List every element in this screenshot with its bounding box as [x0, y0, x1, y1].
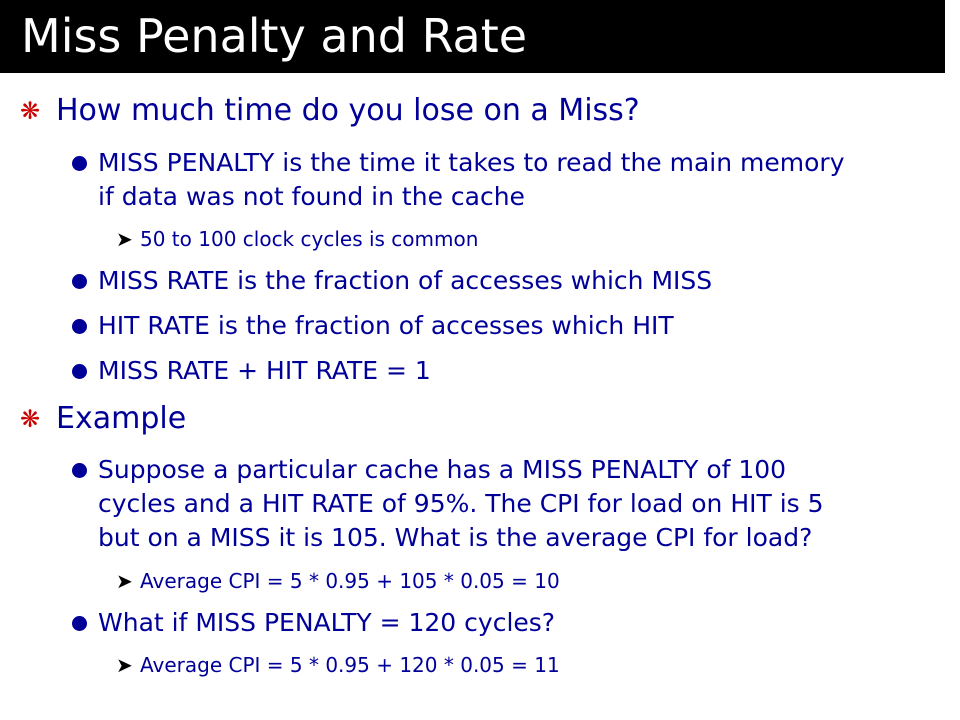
- bullet-text: Example: [56, 401, 187, 436]
- bullet-what-if: [72, 605, 952, 640]
- dot-bullet-icon: [72, 156, 87, 171]
- sub-bullet-avg-cpi-100: [116, 568, 916, 594]
- bullet-suppose: [72, 452, 952, 557]
- sub-bullet-avg-cpi-120: [116, 652, 916, 678]
- star-bullet-icon: ❋: [20, 97, 41, 125]
- arrow-bullet-icon: ➤: [116, 569, 133, 593]
- sub-bullet-text: Average CPI = 5 * 0.95 + 120 * 0.05 = 11: [140, 653, 560, 677]
- sub-bullet-text: 50 to 100 clock cycles is common: [140, 227, 479, 251]
- bullet-text-line-1: MISS PENALTY is the time it takes to read the main memory: [98, 148, 845, 177]
- slide-title: Miss Penalty and Rate: [21, 9, 528, 63]
- bullet-text: MISS RATE is the fraction of accesses which MISS: [98, 266, 713, 295]
- bullet-text: HIT RATE is the fraction of accesses which HIT: [98, 311, 674, 340]
- dot-bullet-icon: [72, 463, 87, 478]
- bullet-miss-penalty: [72, 145, 952, 215]
- arrow-bullet-icon: ➤: [116, 653, 133, 677]
- star-bullet-icon: ❋: [20, 405, 41, 433]
- bullet-text-line-2: if data was not found in the cache: [98, 182, 525, 211]
- sub-bullet-cycles: [116, 226, 916, 252]
- title-bar: [0, 0, 945, 73]
- bullet-text: MISS RATE + HIT RATE = 1: [98, 356, 431, 385]
- bullet-text: How much time do you lose on a Miss?: [56, 93, 640, 128]
- arrow-bullet-icon: ➤: [116, 227, 133, 251]
- dot-bullet-icon: [72, 274, 87, 289]
- bullet-rate-sum: [72, 353, 952, 388]
- bullet-text-line-2: cycles and a HIT RATE of 95%. The CPI for load on HIT is 5: [98, 489, 824, 518]
- bullet-text: What if MISS PENALTY = 120 cycles?: [98, 608, 556, 637]
- bullet-question: [20, 93, 940, 129]
- sub-bullet-text: Average CPI = 5 * 0.95 + 105 * 0.05 = 10: [140, 569, 560, 593]
- dot-bullet-icon: [72, 319, 87, 334]
- bullet-example: [20, 401, 940, 437]
- dot-bullet-icon: [72, 616, 87, 631]
- bullet-text-line-1: Suppose a particular cache has a MISS PENALTY of 100: [98, 455, 787, 484]
- bullet-miss-rate: [72, 263, 952, 298]
- bullet-hit-rate: [72, 308, 952, 343]
- bullet-text-line-3: but on a MISS it is 105. What is the average CPI for load?: [98, 523, 813, 552]
- dot-bullet-icon: [72, 364, 87, 379]
